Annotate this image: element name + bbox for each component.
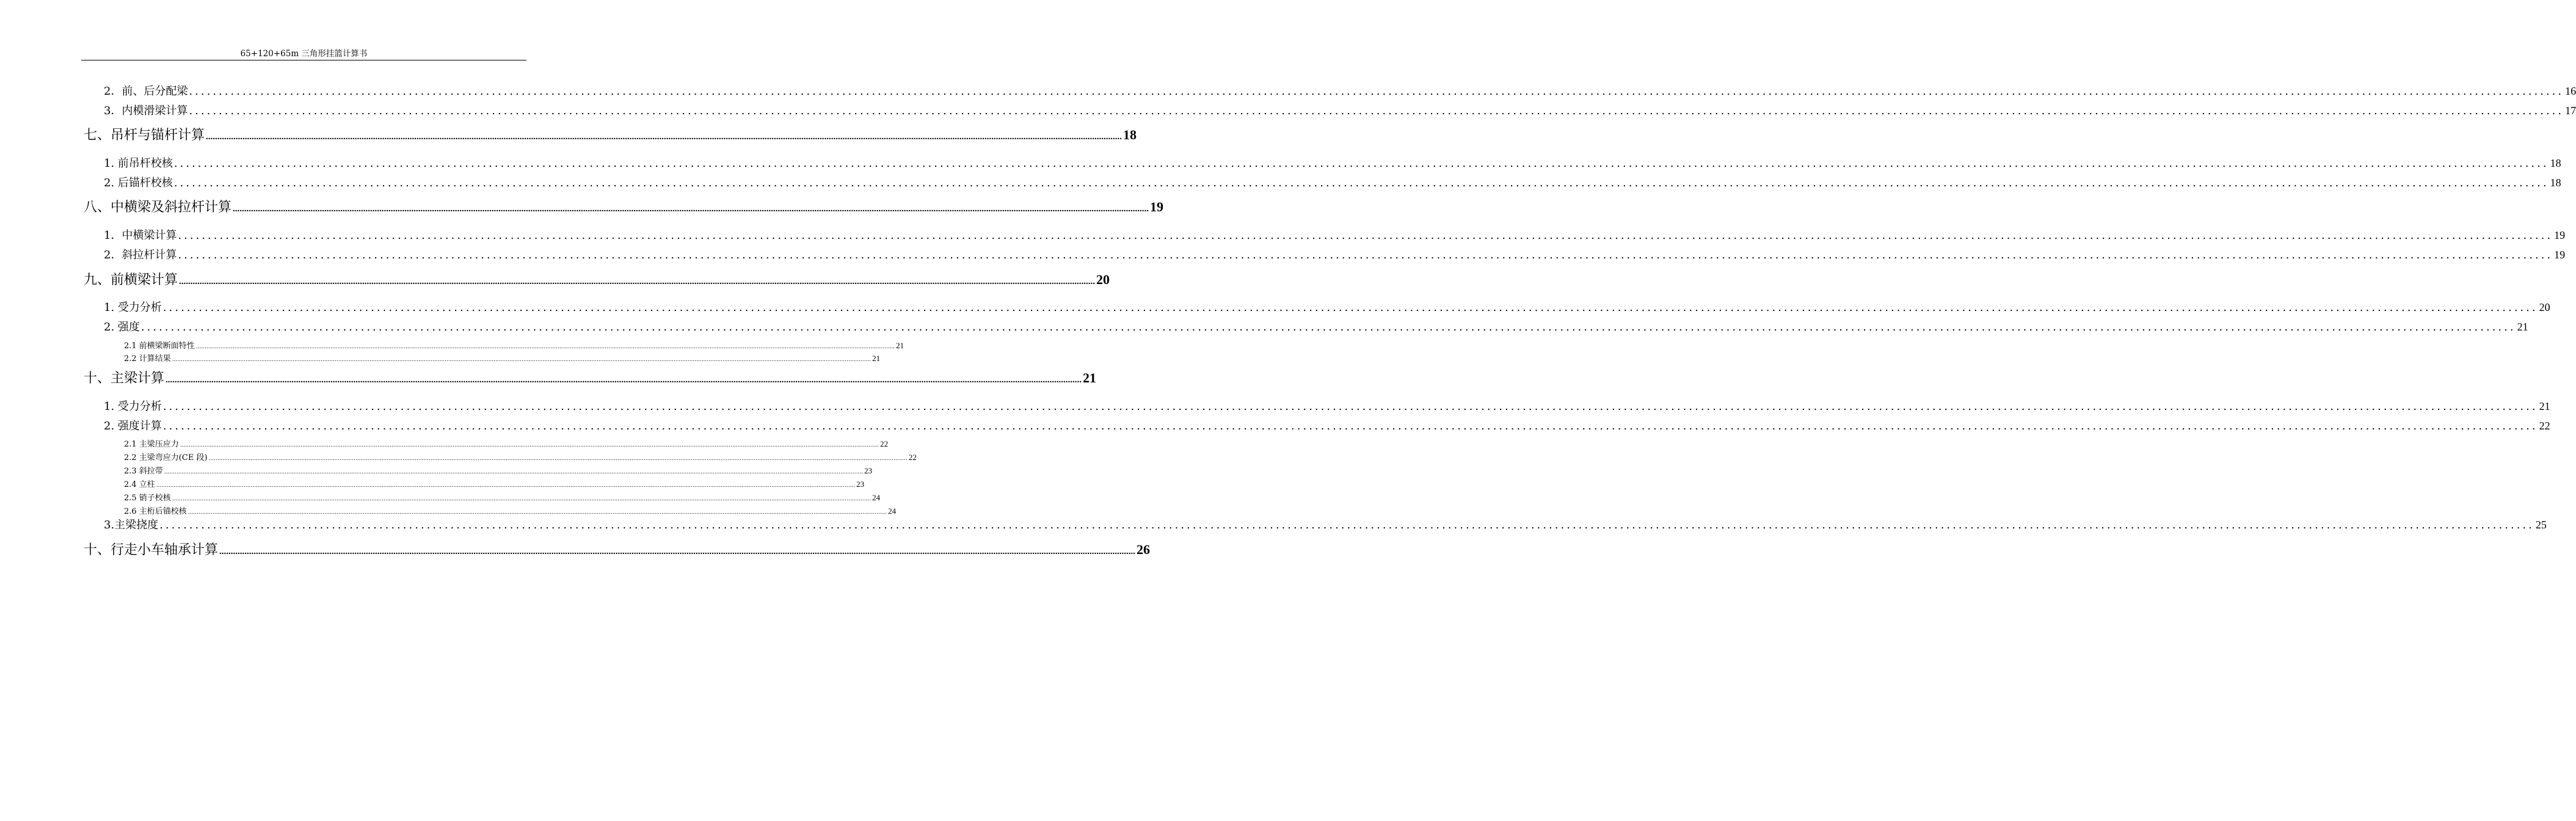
toc-chapter-page: 26 (1137, 542, 1151, 557)
toc-leader-dots: ................................................................................................................................................................................................................................................................................................................................................................................................................ (219, 547, 1136, 556)
toc-entry-label: 2. 强度计算 (104, 420, 162, 432)
toc-leader-dots: ................................................................................................................................................................................................................................................................................................................................................................................................................ (208, 456, 908, 462)
toc-subentry-label: 2.2 主梁弯应力(CE 段) (124, 453, 208, 462)
toc-subentry-page: 21 (872, 354, 881, 363)
toc-entry-page: 25 (2535, 519, 2547, 531)
toc-entry-label: 2．斜拉杆计算 (104, 249, 177, 261)
toc-entry-label: 1. 前吊杆校核 (104, 157, 173, 170)
toc-entry-page: 22 (2539, 420, 2550, 432)
toc-leader-dots: ................................................................................................................................................................................................................................................................................................................................................................................................................ (195, 344, 895, 350)
toc-entry-page: 18 (2550, 157, 2561, 169)
toc-leader-dots: ................................................................................................................................................................................................................................................................................................................................................................................................................ (172, 357, 871, 363)
toc-subentry-label: 2.1 前横梁断面特性 (124, 341, 195, 351)
toc-leader-dots: ................................................................................................................................................................................................................................................................................................................................................................................................................ (164, 469, 864, 475)
toc-subentry-page: 24 (872, 493, 881, 502)
toc-entry-page: 19 (2554, 249, 2566, 261)
toc-chapter-page: 19 (1150, 199, 1164, 214)
toc-entry[interactable] (104, 155, 2561, 171)
toc-entry-page: 21 (2517, 321, 2528, 333)
toc-subentry-label: 2.5 销子校核 (124, 494, 171, 503)
toc-entry-page: 16 (2565, 85, 2576, 97)
toc-leader-dots: ................................................................................................................................................................................................................................................................................................................................................................................................................ (178, 229, 2553, 242)
toc-leader-dots: ................................................................................................................................................................................................................................................................................................................................................................................................................ (180, 442, 879, 448)
toc-leader-dots: ................................................................................................................................................................................................................................................................................................................................................................................................................ (173, 177, 2549, 189)
toc-leader-dots: ................................................................................................................................................................................................................................................................................................................................................................................................................ (189, 85, 2564, 98)
toc-subentry-label: 2.2 计算结果 (124, 354, 171, 363)
toc-subentry-page: 24 (888, 506, 897, 516)
toc-chapter-page: 18 (1123, 127, 1137, 142)
toc-entry-page: 20 (2539, 301, 2550, 313)
toc-entry[interactable] (104, 398, 2550, 414)
toc-subentry-label: 2.4 立柱 (124, 480, 155, 489)
toc-leader-dots: ................................................................................................................................................................................................................................................................................................................................................................................................................ (173, 157, 2549, 170)
toc-entry-page: 18 (2550, 177, 2561, 189)
toc-subentry-label: 2.6 主桁后锚校核 (124, 507, 187, 516)
toc-subentry[interactable] (124, 451, 917, 464)
toc-subentry[interactable] (124, 505, 897, 517)
toc-entry[interactable] (104, 227, 2566, 243)
toc-entry-page: 21 (2539, 400, 2550, 412)
toc-entry-label: 3．内模滑梁计算 (104, 104, 188, 117)
toc-entry[interactable] (104, 175, 2561, 191)
toc-leader-dots: ................................................................................................................................................................................................................................................................................................................................................................................................................ (162, 301, 2538, 314)
toc-entry-label: 2. 后锚杆校核 (104, 177, 173, 189)
toc-subentry[interactable] (124, 478, 865, 491)
toc-chapter-page: 21 (1083, 370, 1097, 385)
toc-chapter-label: 七、吊杆与锚杆计算 (84, 128, 205, 143)
toc-leader-dots: ................................................................................................................................................................................................................................................................................................................................................................................................................ (178, 249, 2553, 261)
toc-subentry[interactable] (124, 438, 889, 450)
toc-entry[interactable] (104, 103, 2576, 119)
toc-entry[interactable] (104, 418, 2550, 434)
toc-entry-page: 19 (2554, 229, 2566, 241)
toc-chapter[interactable] (84, 198, 1164, 216)
toc-leader-dots: ................................................................................................................................................................................................................................................................................................................................................................................................................ (162, 420, 2538, 432)
document-title: 65+120+65m 三角形挂篮计算书 (240, 49, 368, 59)
toc-chapter[interactable] (84, 369, 1097, 387)
toc-leader-dots: ................................................................................................................................................................................................................................................................................................................................................................................................................ (159, 519, 2534, 531)
toc-subentry-label: 2.1 主梁压应力 (124, 440, 179, 449)
toc-chapter-label: 九、前横梁计算 (84, 272, 178, 288)
toc-leader-dots: ................................................................................................................................................................................................................................................................................................................................................................................................................ (156, 483, 856, 489)
toc-chapter-label: 十、行走小车轴承计算 (84, 542, 219, 558)
toc-subentry-page: 21 (896, 341, 904, 350)
toc-entry[interactable] (104, 319, 2528, 335)
toc-entry-label: 2．前、后分配梁 (104, 85, 188, 98)
toc-entry-label: 3.主梁挠度 (104, 519, 159, 531)
toc-chapter[interactable] (84, 271, 1110, 289)
toc-entry[interactable] (104, 299, 2550, 315)
toc-subentry[interactable] (124, 340, 904, 352)
toc-leader-dots: ................................................................................................................................................................................................................................................................................................................................................................................................................ (189, 104, 2564, 117)
toc-subentry-page: 22 (880, 439, 889, 448)
toc-subentry[interactable] (124, 465, 873, 477)
toc-leader-dots: ................................................................................................................................................................................................................................................................................................................................................................................................................ (233, 204, 1149, 214)
toc-entry[interactable] (104, 517, 2547, 533)
toc-subentry[interactable] (124, 492, 881, 504)
toc-entry[interactable] (104, 83, 2576, 99)
toc-chapter-label: 十、主梁计算 (84, 371, 165, 386)
toc-subentry-label: 2.3 斜拉带 (124, 467, 163, 476)
toc-subentry[interactable] (124, 352, 881, 365)
toc-leader-dots: ................................................................................................................................................................................................................................................................................................................................................................................................................ (206, 132, 1122, 142)
toc-entry-label: 1．中横梁计算 (104, 229, 177, 242)
toc-subentry-page: 22 (908, 453, 917, 462)
toc-chapter[interactable] (84, 541, 1151, 559)
toc-entry-page: 17 (2565, 104, 2576, 117)
toc-subentry-page: 23 (864, 466, 873, 475)
toc-leader-dots: ................................................................................................................................................................................................................................................................................................................................................................................................................ (166, 375, 1082, 385)
toc-chapter[interactable] (84, 126, 1137, 144)
toc-entry-label: 2. 强度 (104, 321, 140, 334)
toc-chapter-label: 八、中横梁及斜拉杆计算 (84, 200, 232, 215)
toc-chapter-page: 20 (1096, 272, 1110, 287)
toc-leader-dots: ................................................................................................................................................................................................................................................................................................................................................................................................................ (162, 400, 2538, 413)
toc-leader-dots: ................................................................................................................................................................................................................................................................................................................................................................................................................ (140, 321, 2516, 334)
toc-leader-dots: ................................................................................................................................................................................................................................................................................................................................................................................................................ (187, 509, 887, 516)
toc-entry[interactable] (104, 247, 2566, 263)
toc-entry-label: 1. 受力分析 (104, 301, 162, 314)
toc-leader-dots: ................................................................................................................................................................................................................................................................................................................................................................................................................ (179, 277, 1096, 286)
toc-entry-label: 1. 受力分析 (104, 400, 162, 413)
toc-subentry-page: 23 (856, 480, 865, 489)
toc-leader-dots: ................................................................................................................................................................................................................................................................................................................................................................................................................ (172, 496, 871, 502)
